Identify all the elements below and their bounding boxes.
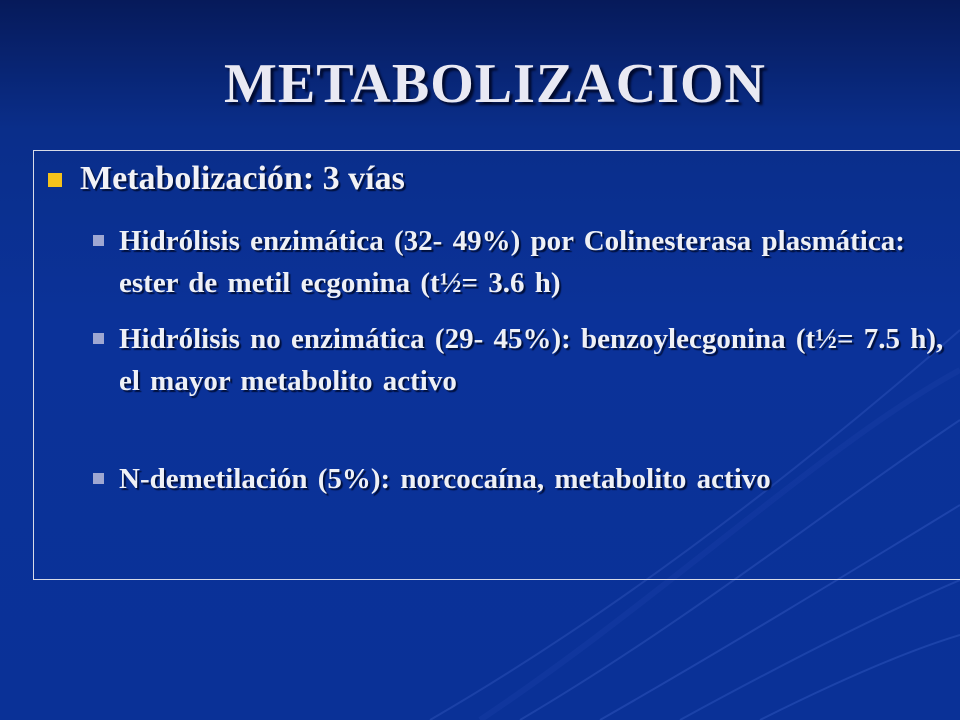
square-bullet-icon bbox=[93, 235, 104, 246]
square-bullet-icon bbox=[48, 173, 62, 187]
sub-bullet-item-3 bbox=[93, 458, 943, 500]
sub-bullet-item-1 bbox=[93, 220, 943, 304]
sub-bullet-item-2 bbox=[93, 318, 943, 444]
sub-bullet-text-2: Hidrólisis no enzimática (29- 45%): benzoylecgonina (t½= 7.5 h), el mayor metabolito activo bbox=[119, 323, 944, 397]
sub-bullet-text-3: N-demetilación (5%): norcocaína, metabolito activo bbox=[119, 463, 771, 495]
slide-title: METABOLIZACION bbox=[224, 53, 766, 115]
square-bullet-icon bbox=[93, 333, 104, 344]
main-bullet-text: Metabolización: 3 vías bbox=[80, 160, 405, 197]
sub-bullet-text-1: Hidrólisis enzimática (32- 49%) por Colinesterasa plasmática: ester de metil ecgonina (t½= 3.6 h) bbox=[119, 225, 905, 299]
square-bullet-icon bbox=[93, 473, 104, 484]
